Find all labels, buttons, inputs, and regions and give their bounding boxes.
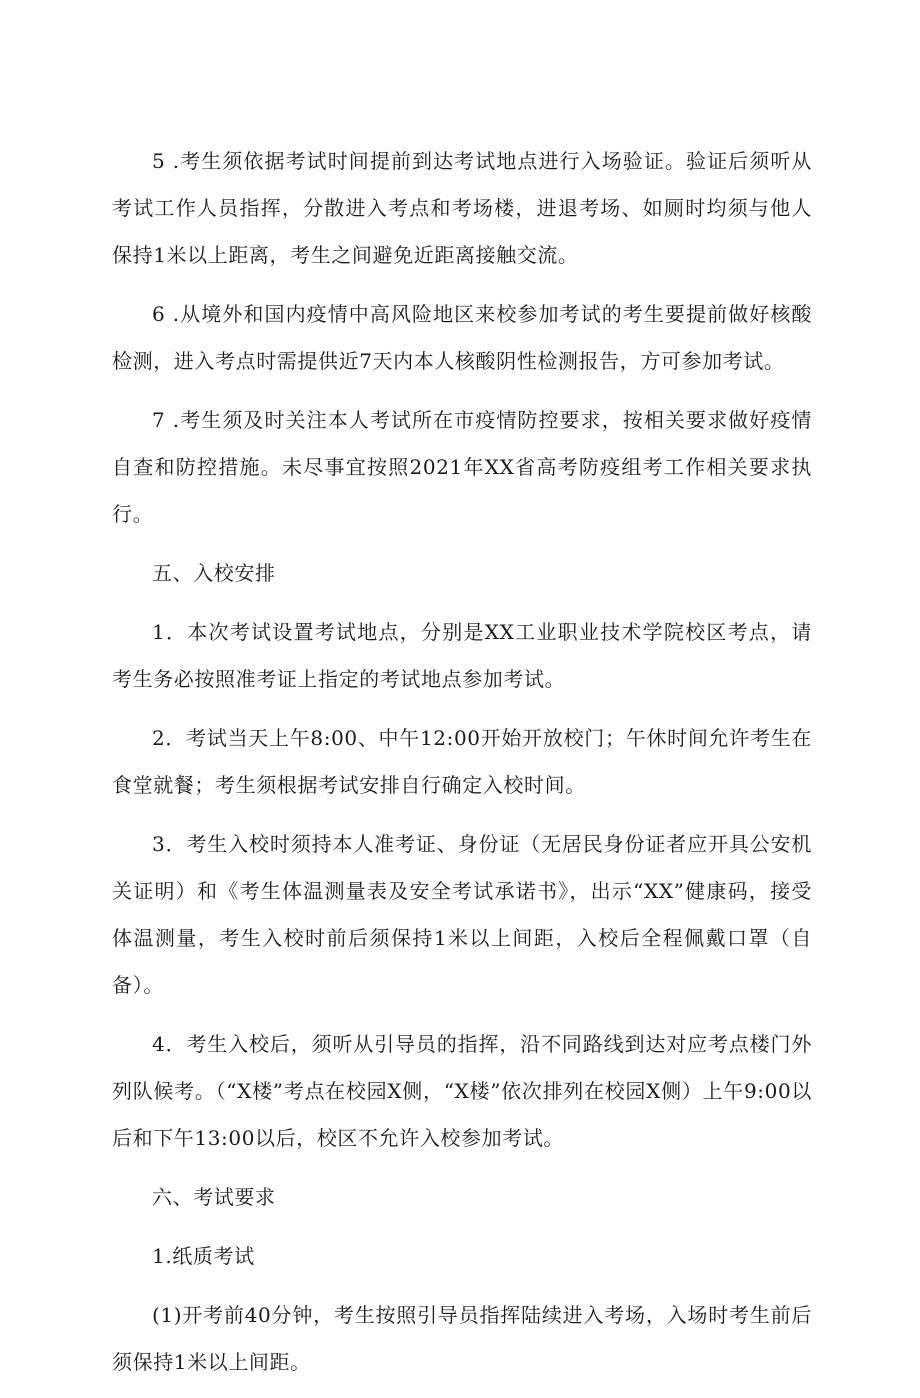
document-body bbox=[112, 138, 812, 1398]
entry-item-4: 4．考生入校后，须听从引导员的指挥，沿不同路线到达对应考点楼门外列队候考。（“X楼”考点在校园X侧，“X楼”依次排列在校园X侧）上午9:00以后和下午13:00以后，校区不允许入校参加考试。 bbox=[112, 1032, 812, 1150]
section-heading-exam-requirements: 六、考试要求 bbox=[152, 1185, 276, 1209]
paragraph-item-5: 5 .考生须依据考试时间提前到达考试地点进行入场验证。验证后须听从考试工作人员指挥，分散进入考点和考场楼，进退考场、如厕时均须与他人保持1米以上距离，考生之间避免近距离接触交流。 bbox=[112, 149, 812, 267]
entry-item-3: 3．考生入校时须持本人准考证、身份证（无居民身份证者应开具公安机关证明）和《考生体温测量表及安全考试承诺书》，出示“XX”健康码，接受体温测量，考生入校时前后须保持1米以上间距，入校后全程佩戴口罩（自备）。 bbox=[112, 832, 812, 997]
paper-exam-item-1: (1)开考前40分钟，考生按照引导员指挥陆续进入考场，入场时考生前后须保持1米以上间距。 bbox=[112, 1303, 812, 1374]
section-heading-entry-arrangement: 五、入校安排 bbox=[152, 561, 276, 585]
entry-item-1: 1．本次考试设置考试地点，分别是XX工业职业技术学院校区考点，请考生务必按照准考证上指定的考试地点参加考试。 bbox=[112, 620, 812, 691]
subheading-paper-exam: 1.纸质考试 bbox=[152, 1244, 255, 1268]
paragraph-item-7: 7 .考生须及时关注本人考试所在市疫情防控要求，按相关要求做好疫情自查和防控措施。未尽事宜按照2021年XX省高考防疫组考工作相关要求执行。 bbox=[112, 408, 812, 526]
paragraph-item-6: 6 .从境外和国内疫情中高风险地区来校参加考试的考生要提前做好核酸检测，进入考点时需提供近7天内本人核酸阴性检测报告，方可参加考试。 bbox=[112, 302, 812, 373]
entry-item-2: 2．考试当天上午8:00、中午12:00开始开放校门；午休时间允许考生在食堂就餐；考生须根据考试安排自行确定入校时间。 bbox=[112, 726, 812, 797]
